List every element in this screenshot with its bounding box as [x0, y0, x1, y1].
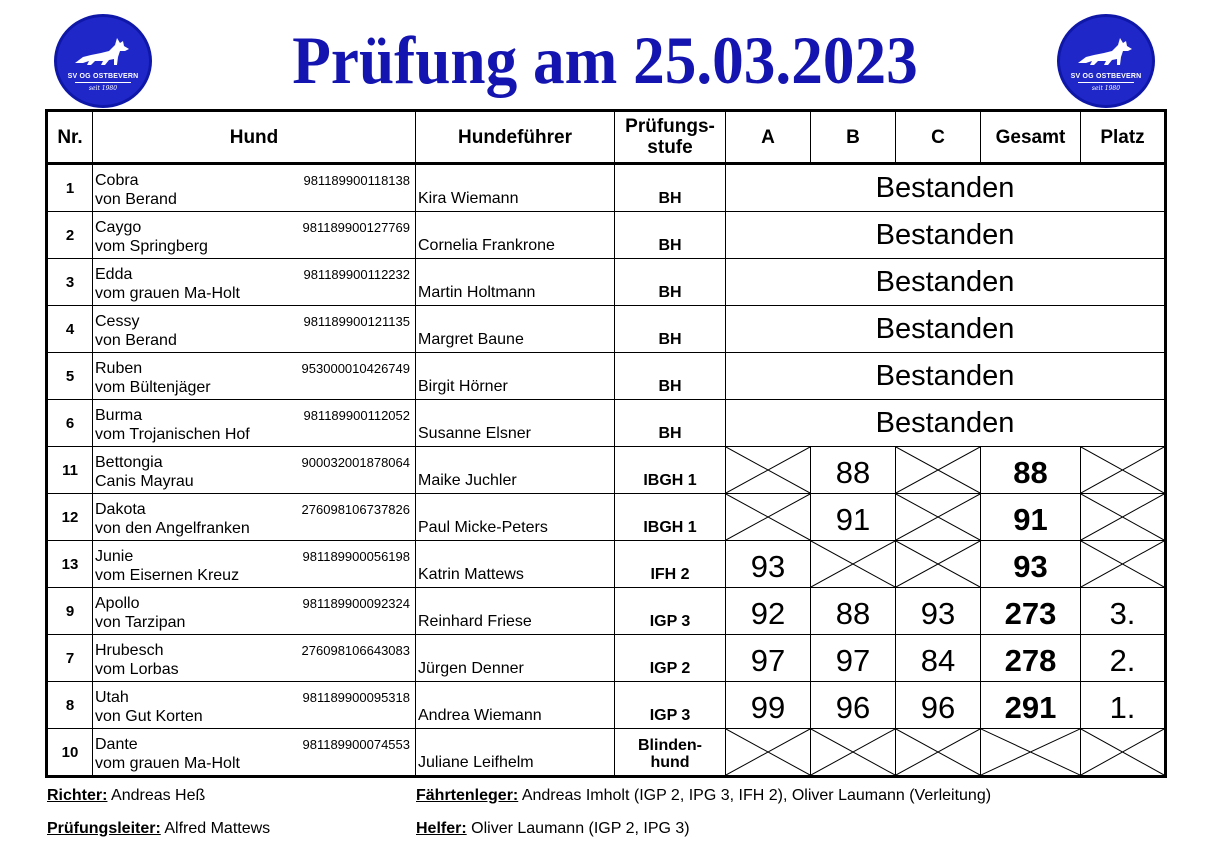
table-row — [47, 541, 1166, 588]
dog-cell — [93, 682, 416, 729]
dog-name: Cessy — [95, 313, 140, 330]
logo-club-name: SV OG OSTBEVERN — [1070, 72, 1142, 80]
table-row — [47, 212, 1166, 259]
logo-since: seit 1980 — [88, 84, 118, 92]
handler-name: Cornelia Frankrone — [416, 212, 615, 259]
dog-kennel: vom Trojanischen Hof — [95, 426, 250, 443]
result-passed: Bestanden — [726, 353, 1166, 400]
richter-value: Andreas Heß — [111, 787, 206, 804]
placement-crossed — [1081, 494, 1166, 541]
cross-mark — [896, 494, 980, 540]
page-title: Prüfung am 25.03.2023 — [292, 22, 918, 98]
placement: 2. — [1081, 635, 1166, 682]
dog-kennel: vom Springberg — [95, 238, 208, 255]
dog-name: Bettongia — [95, 454, 163, 471]
dog-kennel: von Tarzipan — [95, 614, 186, 631]
footer-helfer — [416, 820, 690, 838]
club-logo-left — [54, 14, 152, 108]
chip-number: 276098106643083 — [301, 643, 410, 658]
dog-cell — [93, 635, 416, 682]
exam-level: BH — [615, 212, 726, 259]
dog-name: Burma — [95, 407, 143, 424]
row-nr: 13 — [47, 541, 93, 588]
dog-cell — [93, 306, 416, 353]
cross-mark — [1081, 729, 1164, 775]
dog-cell — [93, 541, 416, 588]
dog-kennel: vom Lorbas — [95, 661, 179, 678]
header-hund: Hund — [93, 111, 416, 164]
german-shepherd-icon — [1076, 35, 1136, 71]
table-row — [47, 259, 1166, 306]
exam-level: IBGH 1 — [615, 447, 726, 494]
row-nr: 3 — [47, 259, 93, 306]
dog-cell — [93, 400, 416, 447]
score-b: 97 — [811, 635, 896, 682]
handler-name: Kira Wiemann — [416, 164, 615, 212]
table-row — [47, 494, 1166, 541]
score-a-crossed — [726, 729, 811, 777]
logo-club-name: SV OG OSTBEVERN — [67, 72, 139, 80]
dog-kennel: von Berand — [95, 191, 177, 208]
exam-level: BH — [615, 164, 726, 212]
header-hundefuehrer: Hundeführer — [416, 111, 615, 164]
row-nr: 11 — [47, 447, 93, 494]
handler-name: Paul Micke-Peters — [416, 494, 615, 541]
dog-name: Hrubesch — [95, 642, 164, 659]
cross-mark — [981, 729, 1080, 775]
exam-level: IGP 2 — [615, 635, 726, 682]
cross-mark — [896, 541, 980, 587]
handler-name: Birgit Hörner — [416, 353, 615, 400]
table-row — [47, 353, 1166, 400]
dog-cell — [93, 447, 416, 494]
cross-mark — [726, 729, 810, 775]
dog-cell — [93, 164, 416, 212]
exam-level: BH — [615, 306, 726, 353]
cross-mark — [896, 447, 980, 493]
header-pruefungsstufe — [615, 111, 726, 164]
cross-mark — [811, 729, 895, 775]
cross-mark — [1081, 494, 1164, 540]
row-nr: 2 — [47, 212, 93, 259]
result-passed: Bestanden — [726, 259, 1166, 306]
score-a: 99 — [726, 682, 811, 729]
exam-level-line2: hund — [650, 754, 690, 771]
table-row — [47, 164, 1166, 212]
header-b: B — [811, 111, 896, 164]
footer-richter — [47, 787, 205, 805]
exam-level: IFH 2 — [615, 541, 726, 588]
score-a: 93 — [726, 541, 811, 588]
header-platz: Platz — [1081, 111, 1166, 164]
dog-cell — [93, 212, 416, 259]
score-c-crossed — [896, 447, 981, 494]
score-c: 84 — [896, 635, 981, 682]
logo-divider — [75, 82, 131, 83]
dog-kennel: Canis Mayrau — [95, 473, 194, 490]
dog-name: Apollo — [95, 595, 140, 612]
header-a: A — [726, 111, 811, 164]
table-header-row — [47, 111, 1166, 164]
placement: 3. — [1081, 588, 1166, 635]
exam-level — [615, 729, 726, 777]
footer-pruefungsleiter — [47, 820, 270, 838]
row-nr: 10 — [47, 729, 93, 777]
exam-level: BH — [615, 259, 726, 306]
row-nr: 9 — [47, 588, 93, 635]
dog-cell — [93, 353, 416, 400]
score-a: 92 — [726, 588, 811, 635]
handler-name: Juliane Leifhelm — [416, 729, 615, 777]
score-c: 96 — [896, 682, 981, 729]
logo-divider — [1078, 82, 1134, 83]
handler-name: Jürgen Denner — [416, 635, 615, 682]
handler-name: Margret Baune — [416, 306, 615, 353]
dog-kennel: vom grauen Ma-Holt — [95, 755, 240, 772]
chip-number: 981189900095318 — [302, 690, 410, 705]
score-a-crossed — [726, 494, 811, 541]
score-a: 97 — [726, 635, 811, 682]
dog-name: Caygo — [95, 219, 142, 236]
dog-name: Cobra — [95, 172, 139, 189]
chip-number: 981189900112052 — [303, 408, 410, 423]
row-nr: 7 — [47, 635, 93, 682]
german-shepherd-icon — [73, 35, 133, 71]
handler-name: Katrin Mattews — [416, 541, 615, 588]
table-row — [47, 635, 1166, 682]
result-passed: Bestanden — [726, 400, 1166, 447]
table-row — [47, 588, 1166, 635]
exam-level: IGP 3 — [615, 682, 726, 729]
header-c: C — [896, 111, 981, 164]
exam-level: BH — [615, 353, 726, 400]
cross-mark — [726, 447, 810, 493]
chip-number: 981189900092324 — [302, 596, 410, 611]
score-total-crossed — [981, 729, 1081, 777]
exam-level: BH — [615, 400, 726, 447]
row-nr: 4 — [47, 306, 93, 353]
handler-name: Susanne Elsner — [416, 400, 615, 447]
dog-name: Junie — [95, 548, 134, 565]
exam-level: IGP 3 — [615, 588, 726, 635]
club-logo-right — [1057, 14, 1155, 108]
placement-crossed — [1081, 729, 1166, 777]
dog-kennel: von Gut Korten — [95, 708, 203, 725]
dog-cell — [93, 729, 416, 777]
score-c: 93 — [896, 588, 981, 635]
cross-mark — [1081, 541, 1164, 587]
chip-number: 981189900118138 — [303, 173, 410, 188]
placement-crossed — [1081, 447, 1166, 494]
chip-number: 981189900121135 — [303, 314, 410, 329]
score-b-crossed — [811, 729, 896, 777]
faehrtenleger-label: Fährtenleger: — [416, 787, 519, 804]
handler-name: Maike Juchler — [416, 447, 615, 494]
row-nr: 8 — [47, 682, 93, 729]
table-row — [47, 729, 1166, 777]
chip-number: 981189900056198 — [302, 549, 410, 564]
row-nr: 12 — [47, 494, 93, 541]
footer-faehrtenleger — [416, 787, 991, 805]
dog-name: Edda — [95, 266, 133, 283]
result-passed: Bestanden — [726, 212, 1166, 259]
chip-number: 276098106737826 — [301, 502, 410, 517]
score-total: 291 — [981, 682, 1081, 729]
faehrtenleger-value: Andreas Imholt (IGP 2, IPG 3, IFH 2), Oliver Laumann (Verleitung) — [521, 787, 992, 804]
table-row — [47, 306, 1166, 353]
dog-kennel: vom grauen Ma-Holt — [95, 285, 240, 302]
cross-mark — [726, 494, 810, 540]
table-row — [47, 400, 1166, 447]
score-b: 88 — [811, 588, 896, 635]
row-nr: 6 — [47, 400, 93, 447]
header-nr: Nr. — [47, 111, 93, 164]
dog-kennel: von den Angelfranken — [95, 520, 250, 537]
results-table — [45, 109, 1167, 778]
chip-number: 981189900074553 — [302, 737, 410, 752]
chip-number: 953000010426749 — [301, 361, 410, 376]
table-row — [47, 447, 1166, 494]
score-total: 93 — [981, 541, 1081, 588]
cross-mark — [896, 729, 980, 775]
dog-kennel: von Berand — [95, 332, 177, 349]
score-c-crossed — [896, 494, 981, 541]
helfer-value: Oliver Laumann (IGP 2, IPG 3) — [471, 820, 690, 837]
score-b: 96 — [811, 682, 896, 729]
score-c-crossed — [896, 729, 981, 777]
dog-cell — [93, 494, 416, 541]
chip-number: 981189900112232 — [303, 267, 410, 282]
dog-name: Dante — [95, 736, 138, 753]
score-total: 278 — [981, 635, 1081, 682]
handler-name: Martin Holtmann — [416, 259, 615, 306]
dog-name: Dakota — [95, 501, 146, 518]
chip-number: 981189900127769 — [302, 220, 410, 235]
score-b-crossed — [811, 541, 896, 588]
dog-name: Utah — [95, 689, 129, 706]
result-passed: Bestanden — [726, 306, 1166, 353]
dog-kennel: vom Eisernen Kreuz — [95, 567, 240, 584]
exam-level: IBGH 1 — [615, 494, 726, 541]
row-nr: 5 — [47, 353, 93, 400]
handler-name: Andrea Wiemann — [416, 682, 615, 729]
cross-mark — [811, 541, 895, 587]
header-stufe-line2: stufe — [647, 137, 693, 158]
score-total: 88 — [981, 447, 1081, 494]
header-gesamt: Gesamt — [981, 111, 1081, 164]
score-total: 273 — [981, 588, 1081, 635]
chip-number: 900032001878064 — [301, 455, 410, 470]
logo-since: seit 1980 — [1091, 84, 1121, 92]
score-c-crossed — [896, 541, 981, 588]
table-row — [47, 682, 1166, 729]
exam-level-line1: Blinden- — [638, 737, 702, 754]
richter-label: Richter: — [47, 787, 108, 804]
header-stufe-line1: Prüfungs- — [625, 116, 715, 137]
dog-kennel: vom Bültenjäger — [95, 379, 211, 396]
score-total: 91 — [981, 494, 1081, 541]
result-passed: Bestanden — [726, 164, 1166, 212]
pruefungsleiter-value: Alfred Mattews — [164, 820, 271, 837]
row-nr: 1 — [47, 164, 93, 212]
placement: 1. — [1081, 682, 1166, 729]
cross-mark — [1081, 447, 1164, 493]
dog-name: Ruben — [95, 360, 143, 377]
helfer-label: Helfer: — [416, 820, 467, 837]
score-b: 88 — [811, 447, 896, 494]
placement-crossed — [1081, 541, 1166, 588]
score-a-crossed — [726, 447, 811, 494]
dog-cell — [93, 259, 416, 306]
score-b: 91 — [811, 494, 896, 541]
dog-cell — [93, 588, 416, 635]
handler-name: Reinhard Friese — [416, 588, 615, 635]
pruefungsleiter-label: Prüfungsleiter: — [47, 820, 161, 837]
